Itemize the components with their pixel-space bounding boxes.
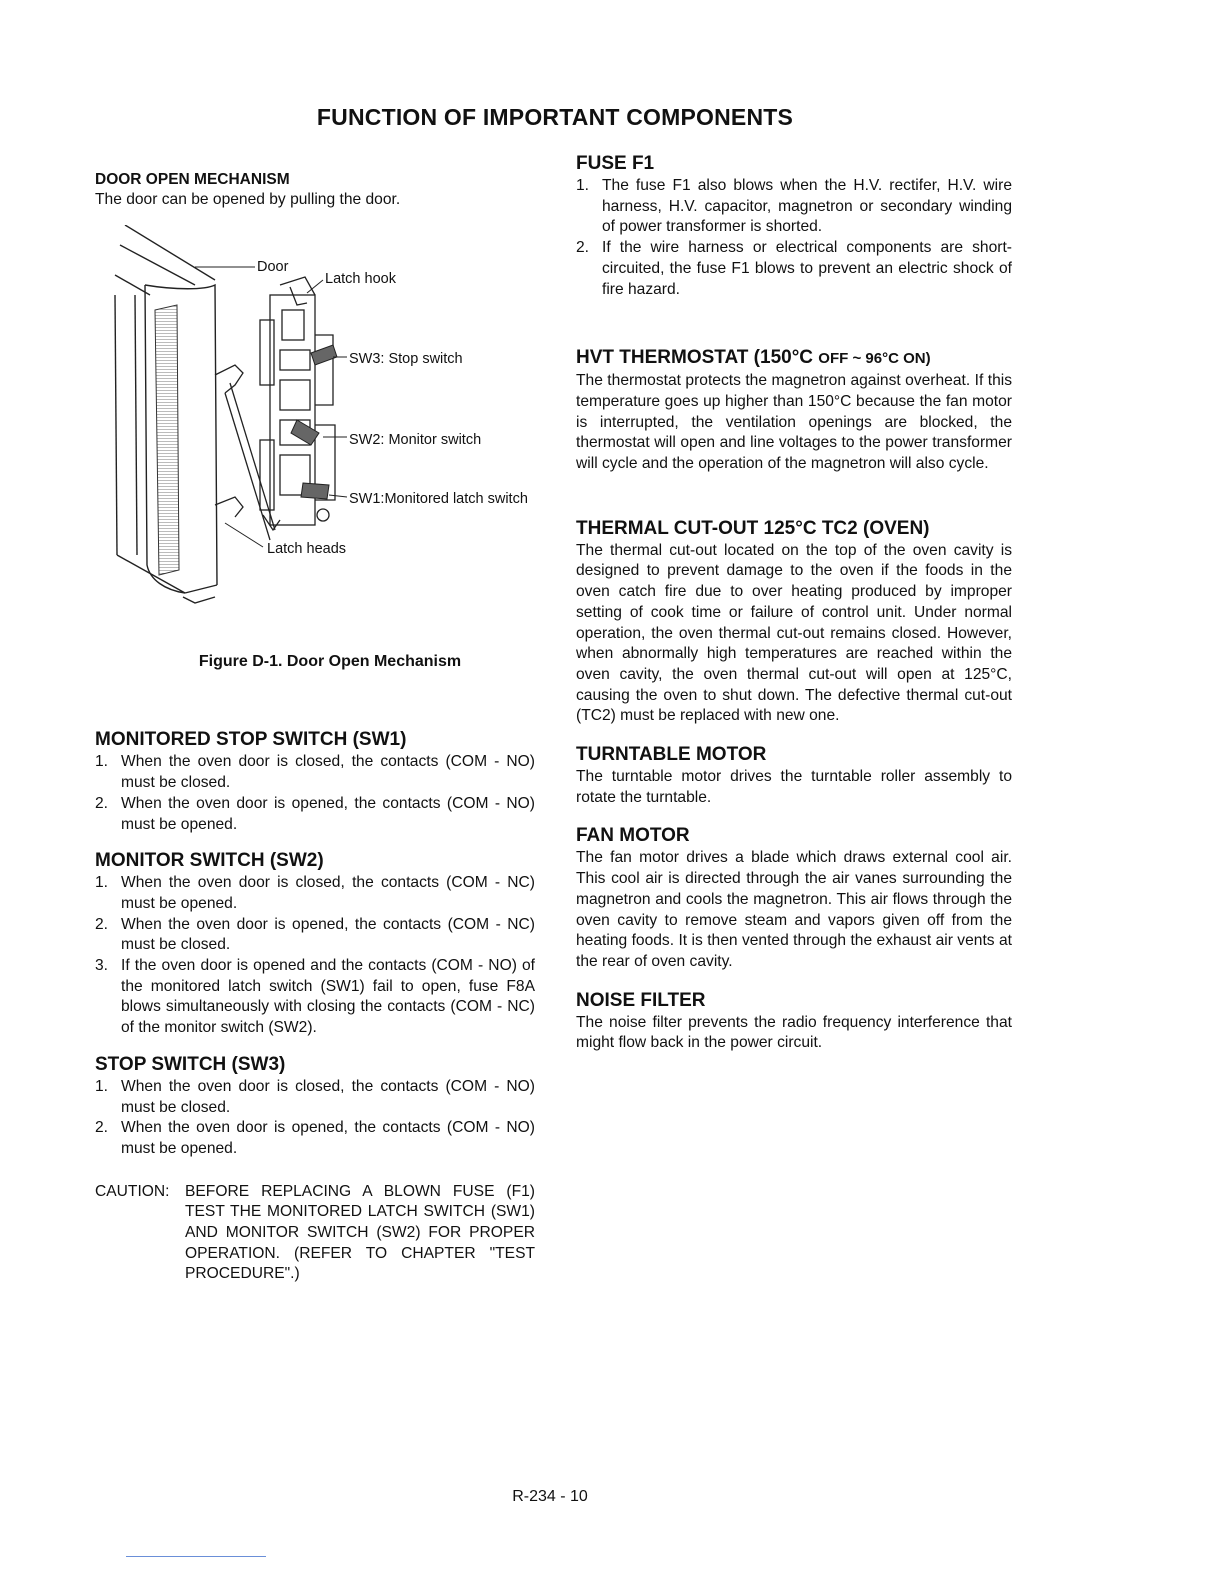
noise-text: The noise filter prevents the radio frequency interference that might flow back in the power circuit. <box>576 1013 1012 1052</box>
sw3-heading: STOP SWITCH (SW3) <box>95 1053 286 1075</box>
label-latch-hook: Latch hook <box>325 270 396 287</box>
label-latch-heads: Latch heads <box>267 540 347 557</box>
tc2-heading: THERMAL CUT-OUT 125°C TC2 (OVEN) <box>576 517 930 539</box>
door-open-section <box>95 170 535 672</box>
hvt-text: The thermostat protects the magnetron against overheat. If this temperature goes up higher than 150°C because the fan motor is interrupted, the ventilation openings are blocked, the thermostat will open and line voltages to the power transformer will cycle and the operation of the magnetron will also cycle. <box>576 372 1012 473</box>
turntable-section <box>576 743 1012 808</box>
page-title: FUNCTION OF IMPORTANT COMPONENTS <box>316 104 794 130</box>
caution-label: CAUTION: <box>95 1182 170 1200</box>
label-sw2: SW2: Monitor switch <box>349 431 482 448</box>
list-item: 2. If the wire harness or electrical components are short-circuited, the fuse F1 blows to prevent an electric shock of fire hazard. <box>576 239 1012 298</box>
tc2-section <box>576 517 1012 727</box>
fan-heading: FAN MOTOR <box>576 825 690 847</box>
tc2-text: The thermal cut-out located on the top of the oven cavity is designed to prevent damage to the oven if the foods in the oven catch fire due to over heating produced by improper setting of cook time or failure of control unit. Under normal operation, the oven thermal cut-out remains closed. However, when abnormally high temperatures are reached within the oven cavity, the oven thermal cut-out will open at 125°C, causing the oven to shut down. The defective thermal cut-out (TC2) must be replaced with new one. <box>576 541 1012 725</box>
caution-text: BEFORE REPLACING A BLOWN FUSE (F1) TEST THE MONITORED LATCH SWITCH (SW1) AND MONITOR SWITCH (SW2) FOR PROPER OPERATION. (REFER TO CHAPTER "TEST PROCEDURE".) <box>185 1182 535 1283</box>
figure-caption: Figure D-1. Door Open Mechanism <box>198 652 462 670</box>
sw2-section <box>95 849 535 1039</box>
door-mechanism-figure <box>75 225 545 610</box>
label-sw1: SW1:Monitored latch switch <box>349 490 528 507</box>
noise-section <box>576 989 1012 1054</box>
list-item: 3. If the oven door is opened and the contacts (COM - NO) of the monitored latch switch (SW1) fail to open, fuse F8A blows simultaneously with closing the contacts (COM - NC) of the monitor switch (SW2). <box>95 957 535 1037</box>
sw1-heading: MONITORED STOP SWITCH (SW1) <box>95 729 407 751</box>
page-number: R-234 - 10 <box>512 1488 588 1505</box>
turntable-text: The turntable motor drives the turntable roller assembly to rotate the turntable. <box>576 768 1012 806</box>
label-sw3: SW3: Stop switch <box>349 350 463 367</box>
list-item: 1. When the oven door is closed, the contacts (COM - NO) must be closed. <box>95 753 535 792</box>
sw3-list <box>95 1077 535 1160</box>
bottom-rule <box>126 1556 266 1557</box>
list-item: 1. The fuse F1 also blows when the H.V. rectifer, H.V. wire harness, H.V. capacitor, magnetron or secondary winding of power transformer is shorted. <box>576 177 1012 236</box>
fan-text: The fan motor drives a blade which draws external cool air. This cool air is directed through the air vanes surrounding the magnetron and cools the magnetron. This air flows through the oven cavity to remove steam and vapors given off from the heating foods. It is then vented through the exhaust air vents at the rear of oven cavity. <box>576 849 1012 970</box>
door-open-text: The door can be opened by pulling the door. <box>95 191 401 208</box>
door-open-heading: DOOR OPEN MECHANISM <box>95 171 290 188</box>
noise-heading: NOISE FILTER <box>576 989 706 1011</box>
caution-note <box>95 1182 535 1286</box>
turntable-heading: TURNTABLE MOTOR <box>576 744 767 766</box>
list-item: 1. When the oven door is closed, the contacts (COM - NO) must be closed. <box>95 1077 535 1116</box>
hvt-heading: HVT THERMOSTAT (150°C OFF ~ 96°C ON) <box>576 347 931 369</box>
fan-section <box>576 824 1012 972</box>
list-item: 2. When the oven door is opened, the contacts (COM - NO) must be opened. <box>95 1119 535 1157</box>
sw2-list <box>95 873 535 1039</box>
sw3-section <box>95 1053 535 1160</box>
list-item: 2. When the oven door is opened, the contacts (COM - NO) must be opened. <box>95 794 535 833</box>
sw1-list <box>95 752 535 835</box>
right-column <box>576 152 1012 1054</box>
list-item: 1. When the oven door is closed, the contacts (COM - NC) must be opened. <box>95 874 535 912</box>
sw1-section <box>95 728 535 835</box>
fuse-section <box>576 152 1012 300</box>
left-column <box>95 170 535 1285</box>
hvt-section <box>576 346 1012 475</box>
fuse-list <box>576 176 1012 300</box>
fuse-heading: FUSE F1 <box>576 153 655 174</box>
label-door: Door <box>257 258 289 275</box>
list-item: 2. When the oven door is opened, the contacts (COM - NC) must be closed. <box>95 915 535 954</box>
sw2-heading: MONITOR SWITCH (SW2) <box>95 850 324 872</box>
